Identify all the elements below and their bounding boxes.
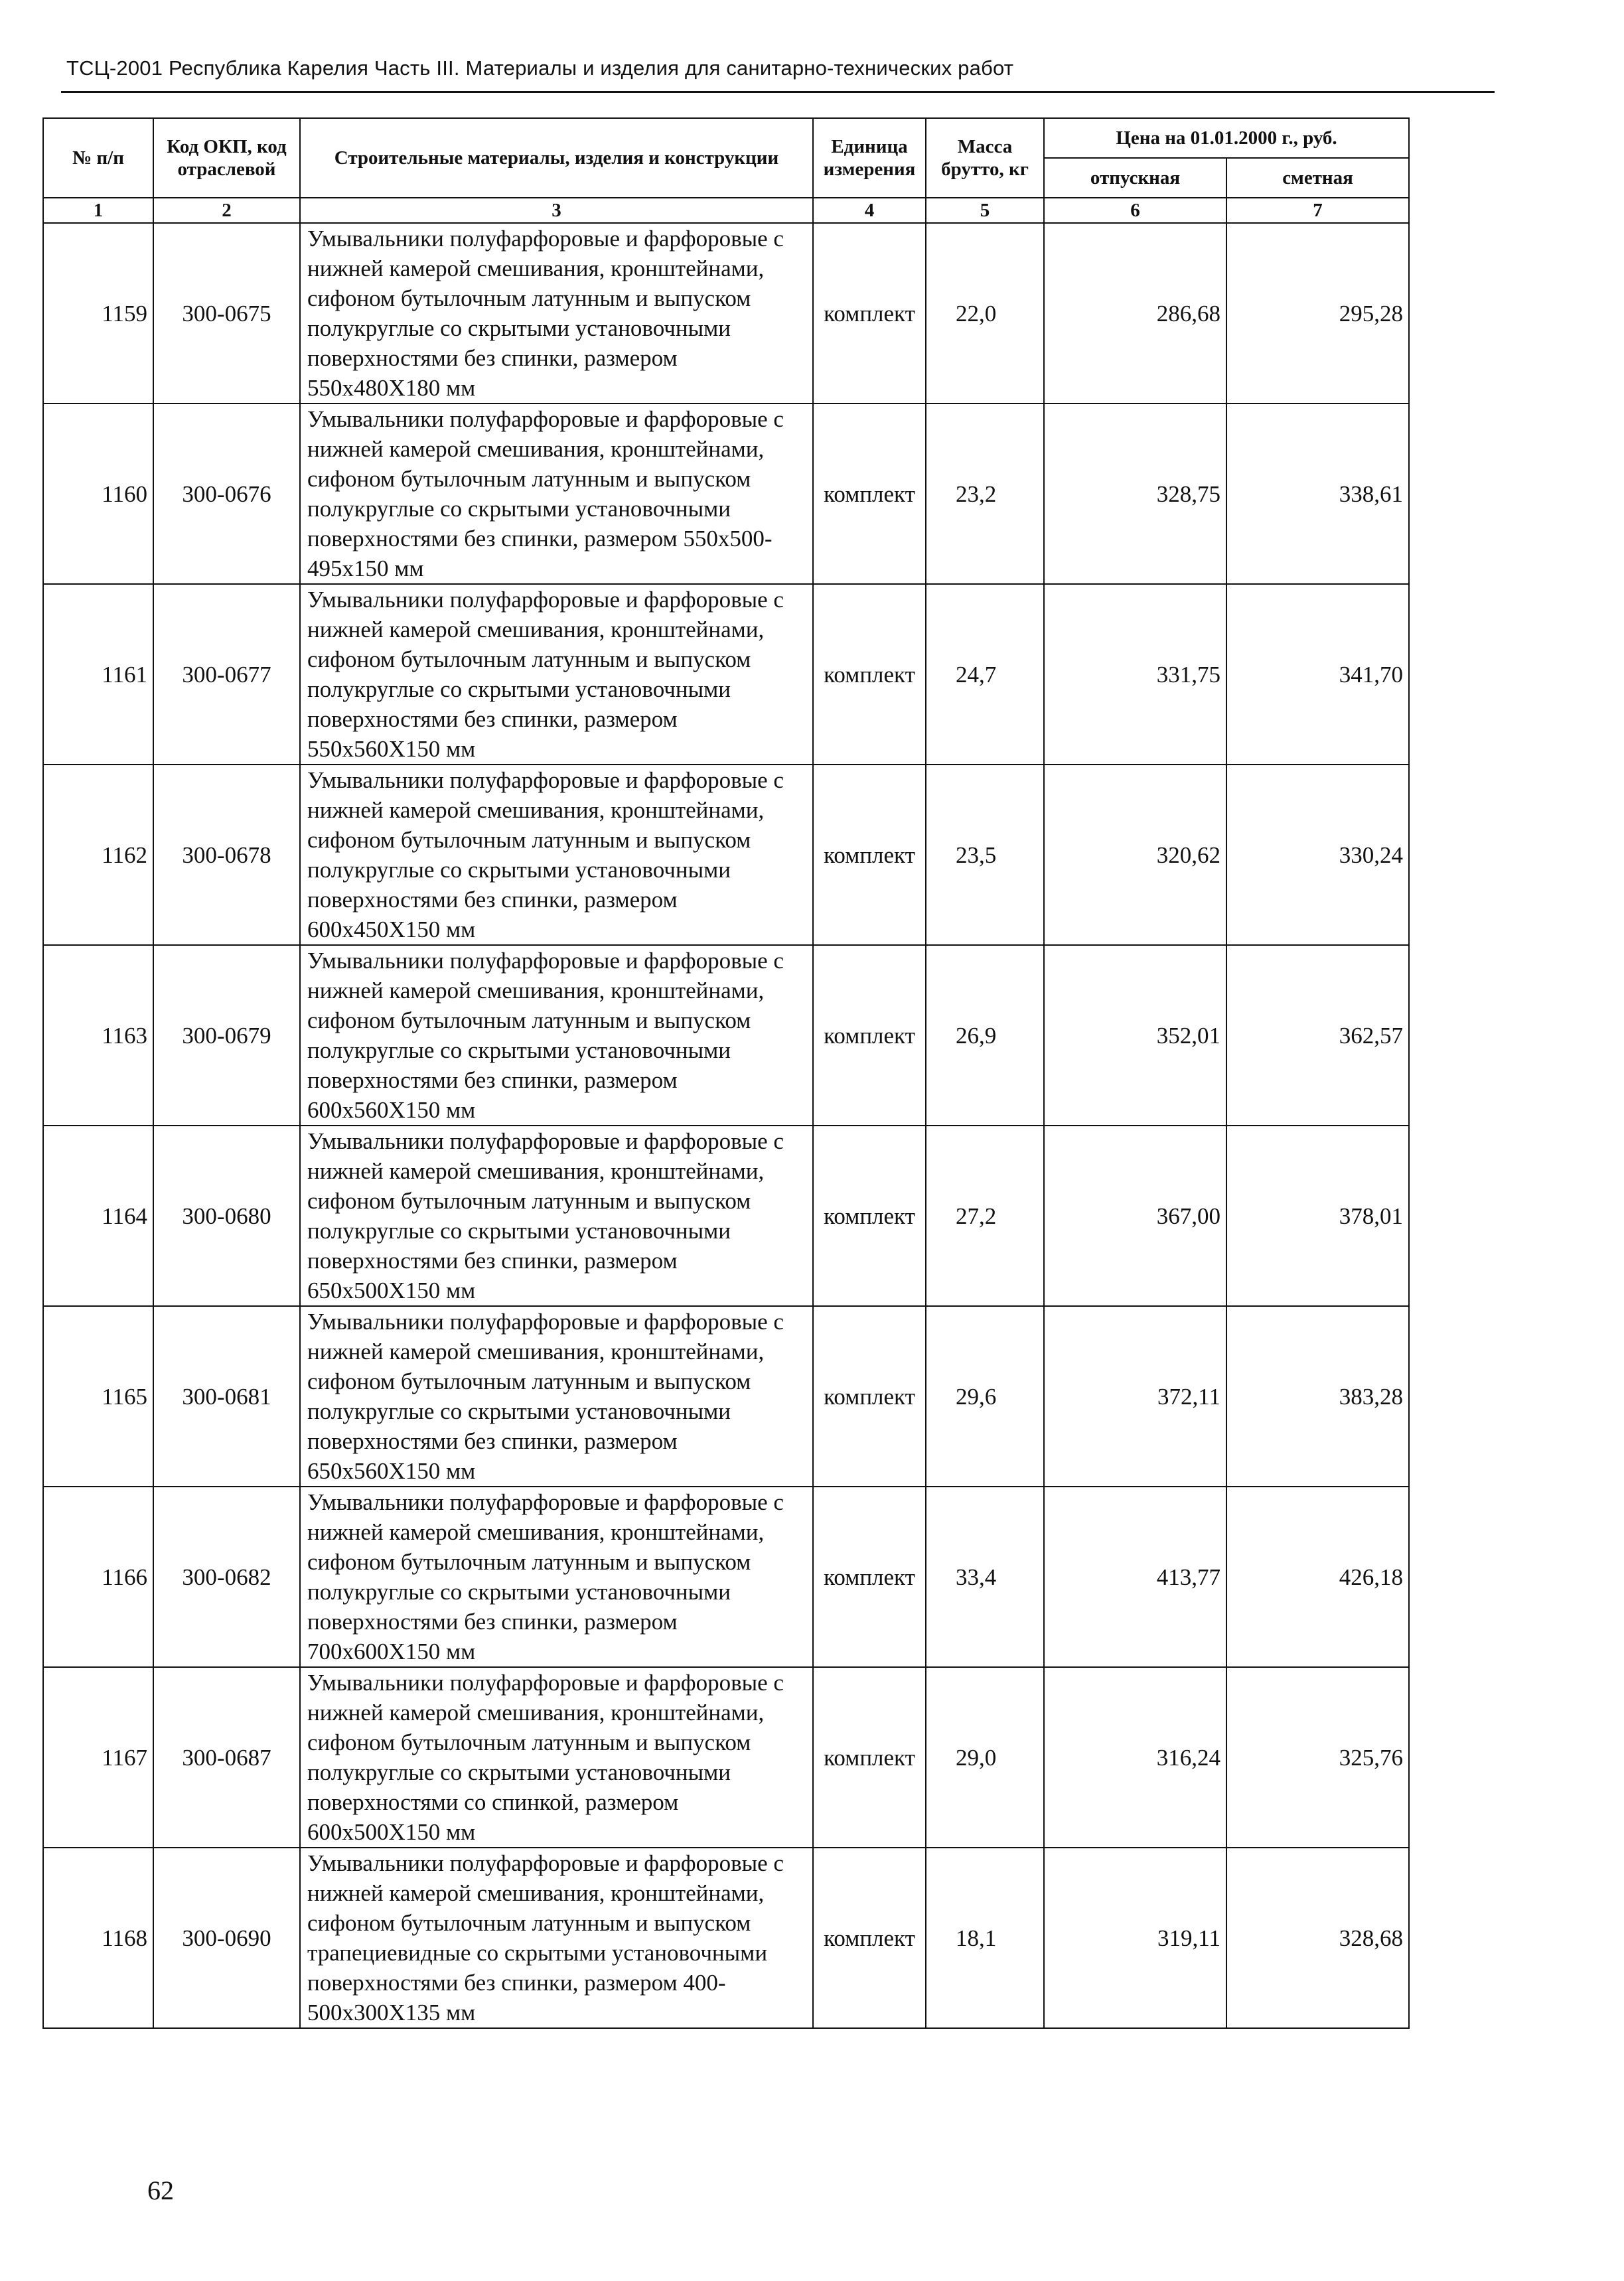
okp-code: 300-0675 [153,223,300,404]
material-description: Умывальники полуфарфоровые и фарфоровые с нижней камерой смешивания, кронштейнами, сифоном бутылочным латунным и выпуском полукруглые со скрытыми установочными поверхностями без спинки, размером 700x600X150 мм [300,1487,813,1667]
table-row [43,765,1409,945]
material-description: Умывальники полуфарфоровые и фарфоровые с нижней камерой смешивания, кронштейнами, сифоном бутылочным латунным и выпуском полукруглые со скрытыми установочными поверхностями без спинки, размером 550x560X150 мм [300,584,813,765]
okp-code: 300-0681 [153,1306,300,1487]
okp-code: 300-0677 [153,584,300,765]
okp-code: 300-0679 [153,945,300,1126]
page-header-title: ТСЦ-2001 Республика Карелия Часть III. Материалы и изделия для санитарно-технических работ [66,56,1014,80]
release-price: 331,75 [1044,584,1226,765]
gross-mass: 29,6 [926,1306,1044,1487]
gross-mass: 29,0 [926,1667,1044,1848]
column-header-code: Код ОКП, код отраслевой [153,118,300,198]
column-header-price-estimate: сметная [1226,158,1409,198]
column-header-mass: Масса брутто, кг [926,118,1044,198]
release-price: 286,68 [1044,223,1226,404]
column-header-price-release: отпускная [1044,158,1226,198]
material-description: Умывальники полуфарфоровые и фарфоровые с нижней камерой смешивания, кронштейнами, сифоном бутылочным латунным и выпуском полукруглые со скрытыми установочными поверхностями без спинки, размером 600x450X150 мм [300,765,813,945]
table-row [43,1848,1409,2028]
estimate-price: 328,68 [1226,1848,1409,2028]
row-number: 1159 [43,223,153,404]
unit-of-measure: комплект [813,1487,926,1667]
column-number: 6 [1044,198,1226,223]
unit-of-measure: комплект [813,1667,926,1848]
table-row [43,1487,1409,1667]
estimate-price: 378,01 [1226,1126,1409,1306]
gross-mass: 33,4 [926,1487,1044,1667]
column-number: 5 [926,198,1044,223]
release-price: 367,00 [1044,1126,1226,1306]
row-number: 1163 [43,945,153,1126]
row-number: 1161 [43,584,153,765]
table-row [43,404,1409,584]
release-price: 352,01 [1044,945,1226,1126]
column-number: 3 [300,198,813,223]
row-number: 1160 [43,404,153,584]
estimate-price: 295,28 [1226,223,1409,404]
unit-of-measure: комплект [813,584,926,765]
table-row [43,1306,1409,1487]
row-number: 1166 [43,1487,153,1667]
okp-code: 300-0687 [153,1667,300,1848]
row-number: 1168 [43,1848,153,2028]
column-header-name: Строительные материалы, изделия и конструкции [300,118,813,198]
material-description: Умывальники полуфарфоровые и фарфоровые с нижней камерой смешивания, кронштейнами, сифоном бутылочным латунным и выпуском полукруглые со скрытыми установочными поверхностями со спинкой, размером 600x500X150 мм [300,1667,813,1848]
column-number: 4 [813,198,926,223]
header-divider [61,91,1495,93]
estimate-price: 426,18 [1226,1487,1409,1667]
release-price: 328,75 [1044,404,1226,584]
material-description: Умывальники полуфарфоровые и фарфоровые с нижней камерой смешивания, кронштейнами, сифоном бутылочным латунным и выпуском полукруглые со скрытыми установочными поверхностями без спинки, размером 550x480X180 мм [300,223,813,404]
materials-price-table [42,117,1410,2029]
material-description: Умывальники полуфарфоровые и фарфоровые с нижней камерой смешивания, кронштейнами, сифоном бутылочным латунным и выпуском полукруглые со скрытыми установочными поверхностями без спинки, размером 650x500X150 мм [300,1126,813,1306]
row-number: 1165 [43,1306,153,1487]
release-price: 319,11 [1044,1848,1226,2028]
row-number: 1167 [43,1667,153,1848]
release-price: 316,24 [1044,1667,1226,1848]
column-number-row [43,198,1409,223]
page-number: 62 [147,2175,174,2205]
column-header-price-group: Цена на 01.01.2000 г., руб. [1044,118,1409,158]
estimate-price: 330,24 [1226,765,1409,945]
unit-of-measure: комплект [813,1126,926,1306]
column-number: 7 [1226,198,1409,223]
estimate-price: 341,70 [1226,584,1409,765]
unit-of-measure: комплект [813,945,926,1126]
row-number: 1162 [43,765,153,945]
material-description: Умывальники полуфарфоровые и фарфоровые с нижней камерой смешивания, кронштейнами, сифоном бутылочным латунным и выпуском полукруглые со скрытыми установочными поверхностями без спинки, размером 650x560X150 мм [300,1306,813,1487]
table-row [43,1667,1409,1848]
table-row [43,223,1409,404]
row-number: 1164 [43,1126,153,1306]
estimate-price: 362,57 [1226,945,1409,1126]
unit-of-measure: комплект [813,223,926,404]
table-row [43,1126,1409,1306]
column-header-num: № п/п [43,118,153,198]
release-price: 413,77 [1044,1487,1226,1667]
estimate-price: 325,76 [1226,1667,1409,1848]
estimate-price: 338,61 [1226,404,1409,584]
material-description: Умывальники полуфарфоровые и фарфоровые с нижней камерой смешивания, кронштейнами, сифоном бутылочным латунным и выпуском полукруглые со скрытыми установочными поверхностями без спинки, размером 600x560X150 мм [300,945,813,1126]
okp-code: 300-0676 [153,404,300,584]
gross-mass: 23,2 [926,404,1044,584]
release-price: 372,11 [1044,1306,1226,1487]
column-header-unit: Единица измерения [813,118,926,198]
unit-of-measure: комплект [813,1306,926,1487]
okp-code: 300-0690 [153,1848,300,2028]
table-row [43,945,1409,1126]
table-row [43,584,1409,765]
unit-of-measure: комплект [813,765,926,945]
gross-mass: 26,9 [926,945,1044,1126]
okp-code: 300-0680 [153,1126,300,1306]
okp-code: 300-0682 [153,1487,300,1667]
estimate-price: 383,28 [1226,1306,1409,1487]
gross-mass: 23,5 [926,765,1044,945]
column-number: 2 [153,198,300,223]
material-description: Умывальники полуфарфоровые и фарфоровые с нижней камерой смешивания, кронштейнами, сифоном бутылочным латунным и выпуском трапециевидные со скрытыми установочными поверхностями без спинки, размером 400-500x300X135 мм [300,1848,813,2028]
gross-mass: 24,7 [926,584,1044,765]
unit-of-measure: комплект [813,1848,926,2028]
gross-mass: 22,0 [926,223,1044,404]
column-number: 1 [43,198,153,223]
unit-of-measure: комплект [813,404,926,584]
material-description: Умывальники полуфарфоровые и фарфоровые с нижней камерой смешивания, кронштейнами, сифоном бутылочным латунным и выпуском полукруглые со скрытыми установочными поверхностями без спинки, размером 550x500-495x150 мм [300,404,813,584]
release-price: 320,62 [1044,765,1226,945]
okp-code: 300-0678 [153,765,300,945]
gross-mass: 18,1 [926,1848,1044,2028]
gross-mass: 27,2 [926,1126,1044,1306]
